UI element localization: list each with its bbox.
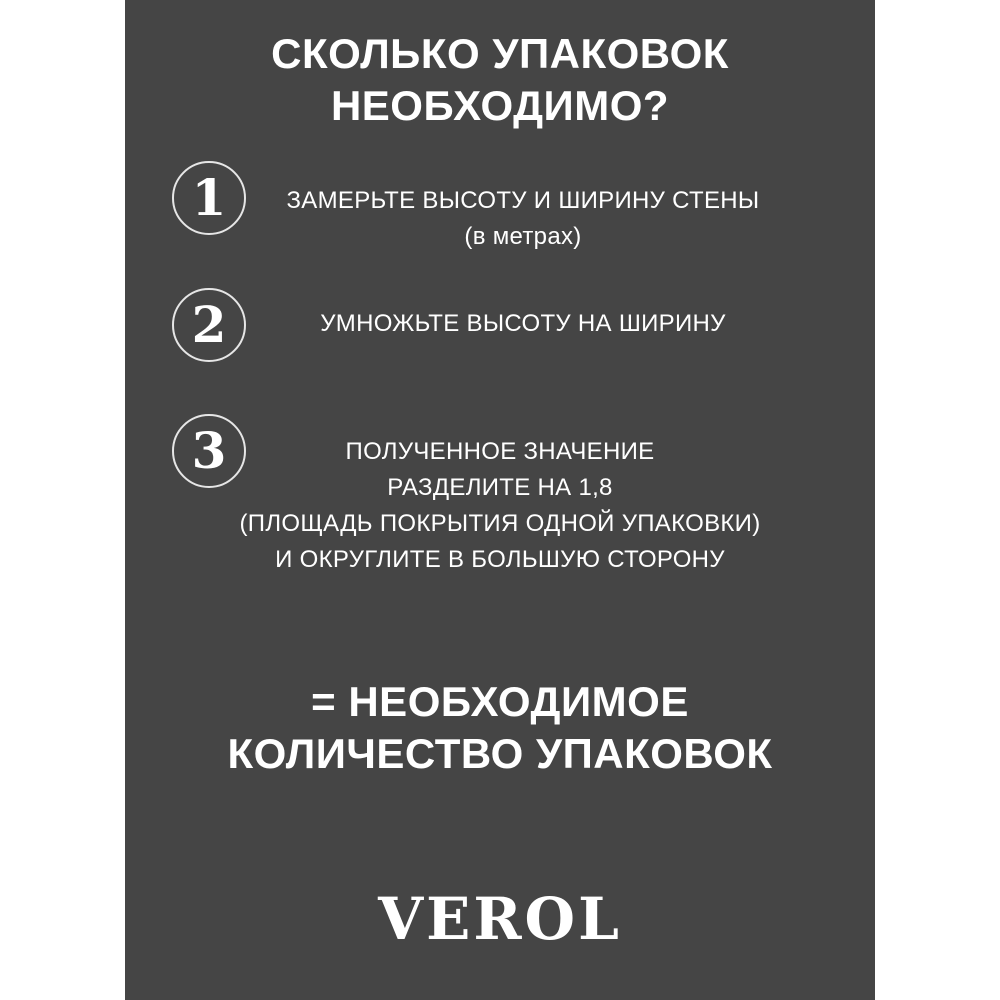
result-text [125,676,875,780]
step-3-line-3: (ПЛОЩАДЬ ПОКРЫТИЯ ОДНОЙ УПАКОВКИ) [239,510,761,537]
title-line-1: СКОЛЬКО УПАКОВОК [271,30,729,77]
step-1-line-2: (в метрах) [464,223,582,250]
step-1-number: 1 [191,168,227,227]
step-1-line-1: ЗАМЕРЬТЕ ВЫСОТУ И ШИРИНУ СТЕНЫ [286,187,760,214]
result-line-2: КОЛИЧЕСТВО УПАКОВОК [227,730,773,777]
step-1-text [253,183,793,255]
step-2-line-1: УМНОЖЬТЕ ВЫСОТУ НА ШИРИНУ [320,310,726,337]
step-3-line-2: РАЗДЕЛИТЕ НА 1,8 [387,474,613,501]
step-2-number: 2 [191,295,227,354]
brand-logo: VEROL [378,885,622,953]
step-3-line-4: И ОКРУГЛИТЕ В БОЛЬШУЮ СТОРОНУ [275,546,725,573]
title-line-2: НЕОБХОДИМО? [330,82,670,129]
page-title [125,28,875,132]
instruction-panel [125,0,875,1000]
step-1-number-badge [172,161,246,235]
step-2-text [253,306,793,342]
step-2-number-badge [172,288,246,362]
result-line-1: = НЕОБХОДИМОЕ [311,678,689,725]
step-3-number: 3 [191,421,227,480]
step-3-line-1: ПОЛУЧЕННОЕ ЗНАЧЕНИЕ [345,438,655,465]
step-3-text [185,434,815,578]
